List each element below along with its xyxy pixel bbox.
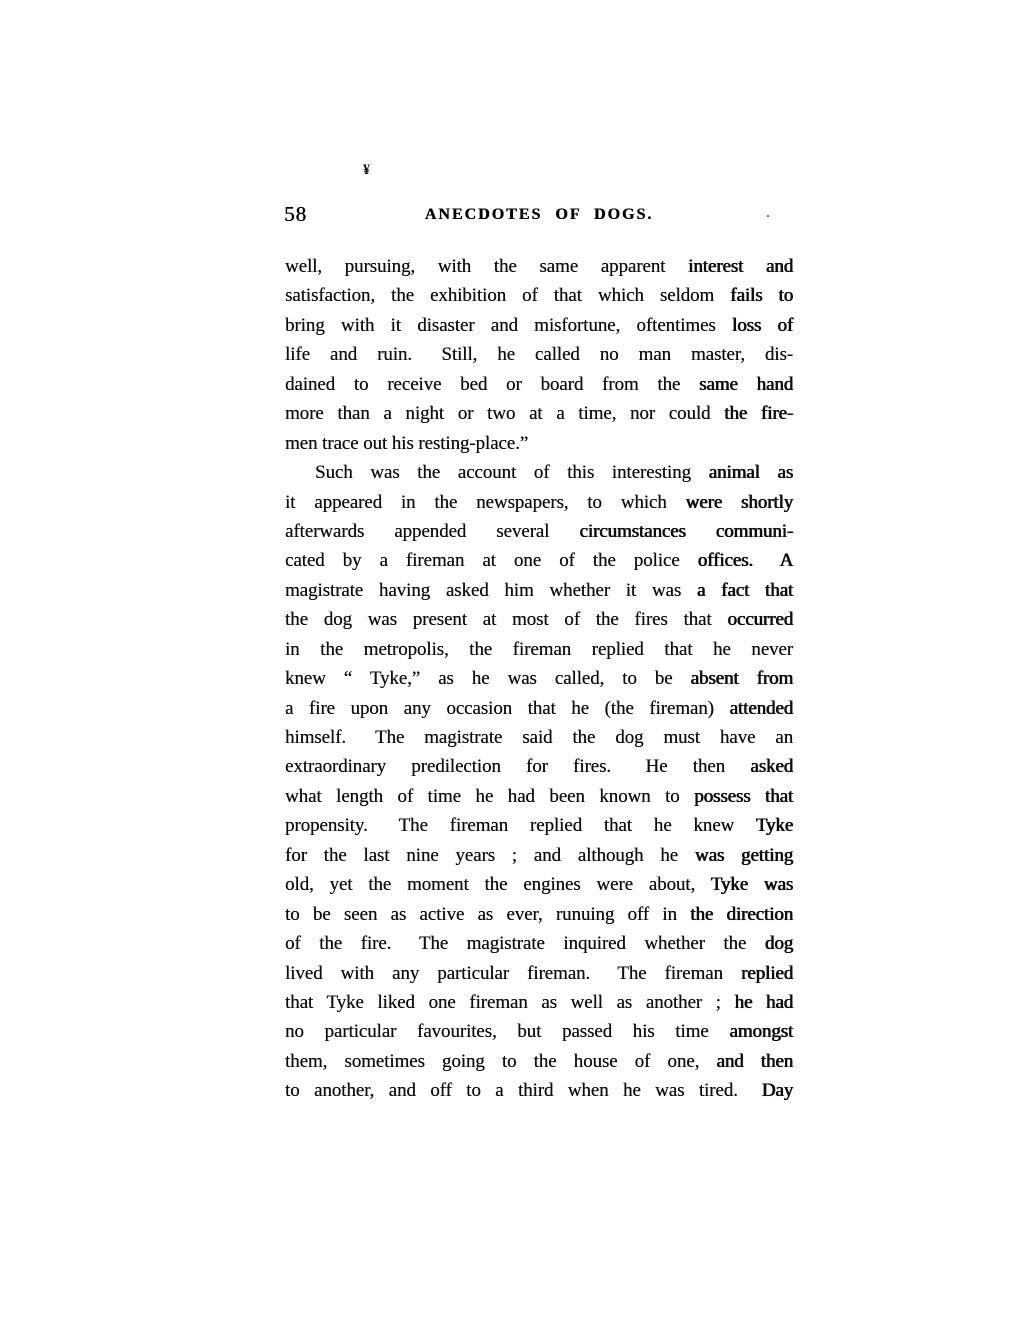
heavy-ink-text: and then (716, 1050, 793, 1072)
text-line: himself. The magistrate said the dog must have an (285, 727, 793, 748)
text-line: no particular favourites, but passed his time amongst (285, 1021, 793, 1043)
heavy-ink-text: were shortly (685, 491, 793, 513)
text-line: for the last nine years ; and although he was getting (285, 844, 793, 866)
text-line: old, yet the moment the engines were about, Tyke was (285, 874, 793, 896)
heavy-ink-text: attended (729, 697, 793, 719)
text-line: well, pursuing, with the same apparent interest and (285, 256, 793, 277)
heavy-ink-text: fails to (730, 285, 793, 307)
heavy-ink-text: possess that (694, 785, 793, 807)
heavy-ink-text: circumstances communi- (579, 520, 793, 542)
body-text (285, 252, 793, 1106)
heavy-ink-text: was getting (694, 844, 793, 866)
running-header: ANECDOTES OF DOGS. (424, 206, 654, 223)
page-number: 58 (284, 202, 307, 226)
heavy-ink-text: the direction (690, 903, 793, 925)
text-line: more than a night or two at a time, nor could the fire- (285, 403, 793, 425)
text-line: to be seen as active as ever, runuing off in the direction (285, 903, 793, 925)
heavy-ink-text: same hand (699, 373, 793, 395)
heavy-ink-text: animal as (708, 462, 793, 484)
heavy-ink-text: absent from (690, 668, 794, 690)
text-line: a fire upon any occasion that he (the fireman) attended (285, 697, 793, 719)
text-line: that Tyke liked one fireman as well as another ; he had (285, 991, 793, 1013)
text-line: dained to receive bed or board from the same hand (285, 373, 793, 395)
text-line: afterwards appended several circumstances communi- (285, 520, 793, 542)
text-line: cated by a fireman at one of the police offices. A (285, 550, 793, 572)
heavy-ink-text: a fact that (696, 579, 794, 601)
text-line: magistrate having asked him whether it was a fact that (285, 579, 794, 601)
text-line: knew “ Tyke,” as he was called, to be absent from (285, 668, 794, 690)
heavy-ink-text: Tyke was (710, 874, 793, 896)
text-line: satisfaction, the exhibition of that which seldom fails to (285, 285, 793, 307)
text-line: in the metropolis, the fireman replied that he never (285, 638, 793, 660)
text-line: lived with any particular fireman. The fireman replied (285, 962, 793, 984)
heavy-ink-text: occurred (727, 609, 793, 631)
heavy-ink-text: dog (764, 933, 793, 955)
stray-dot: . (766, 204, 770, 221)
text-line: Such was the account of this interesting animal as (315, 462, 793, 484)
text-line: the dog was present at most of the fires that occurred (285, 609, 793, 631)
heavy-ink-text: interest and (688, 256, 793, 277)
heavy-ink-text: the fire- (724, 403, 793, 425)
heavy-ink-text: Day (761, 1080, 793, 1102)
text-line: propensity. The fireman replied that he knew Tyke (285, 815, 793, 837)
heavy-ink-text: replied (740, 962, 793, 984)
text-line: of the fire. The magistrate inquired whether the dog (285, 933, 793, 955)
text-line: extraordinary predilection for fires. He then asked (285, 756, 793, 778)
text-line: life and ruin. Still, he called no man master, dis- (285, 344, 793, 366)
heavy-ink-text: Tyke (755, 815, 793, 837)
text-line: to another, and off to a third when he was tired. Day (285, 1080, 793, 1102)
heavy-ink-text: offices. A (697, 550, 793, 572)
text-line: what length of time he had been known to possess that (285, 785, 793, 807)
heavy-ink-text: amongst (729, 1021, 793, 1043)
text-line: it appeared in the newspapers, to which were shortly (285, 491, 793, 513)
ink-blemish: ¥ (363, 162, 370, 179)
text-line: them, sometimes going to the house of one, and then (285, 1050, 793, 1072)
text-line: men trace out his resting-place.” (285, 432, 529, 454)
text-line: bring with it disaster and misfortune, oftentimes loss of (285, 314, 793, 336)
heavy-ink-text: he had (734, 991, 793, 1013)
heavy-ink-text: loss of (731, 314, 793, 336)
heavy-ink-text: asked (750, 756, 793, 778)
